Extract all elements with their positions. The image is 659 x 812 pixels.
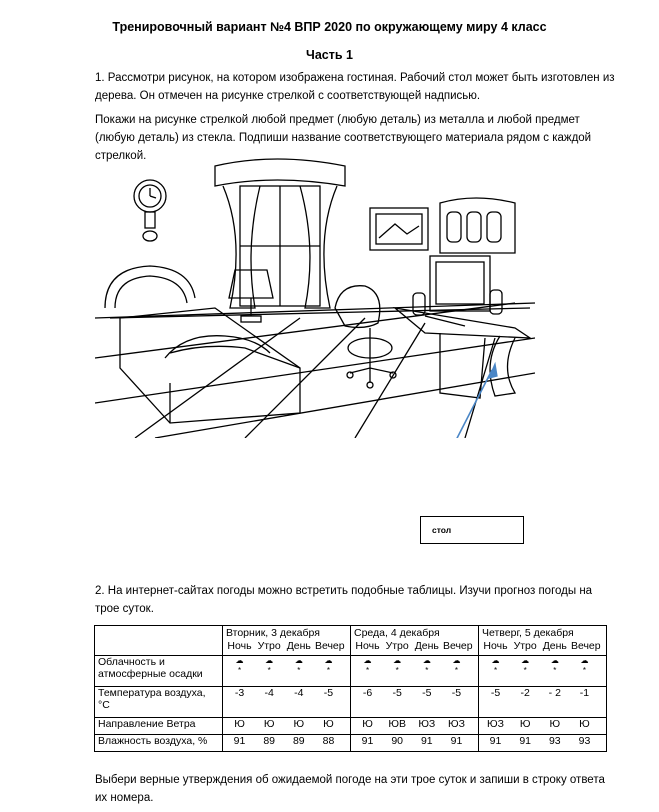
value: -6 (362, 687, 373, 699)
value: -5 (490, 687, 501, 699)
value: 91 (519, 735, 531, 747)
cloud-snow-icon: ☁ * (235, 656, 244, 675)
time-label: День (414, 640, 439, 652)
day-name: Вторник, 3 декабря (226, 627, 320, 639)
time-labels (482, 640, 601, 652)
value: ЮЗ (418, 718, 436, 730)
wind-cell (223, 718, 351, 735)
cloud-snow-icon: ☁ * (422, 656, 431, 675)
humidity-cell (479, 735, 607, 752)
humidity-cell (223, 735, 351, 752)
cloud-snow-icon: ☁ * (265, 656, 274, 675)
chair (335, 286, 396, 388)
task1-instruction: Покажи на рисунке стрелкой любой предмет (любую деталь) из металла и любой предмет (любую деталь) из стекла. Подпиши название соответствующего материала рядом с каждой стрелкой. (95, 114, 592, 162)
clouds-cell (223, 656, 351, 687)
wall-picture (370, 208, 428, 250)
value: 89 (292, 735, 305, 747)
time-label: Ночь (227, 640, 252, 652)
page-title: Тренировочный вариант №4 ВПР 2020 по окружающему миру 4 класс (112, 20, 547, 34)
arrow-to-desk (413, 370, 492, 438)
time-label: Вечер (442, 640, 473, 652)
table-row (95, 656, 607, 687)
value: -4 (264, 687, 274, 699)
time-label: Утро (513, 640, 537, 652)
time-label: Утро (257, 640, 281, 652)
time-label: Вечер (570, 640, 601, 652)
task2-text: 2. На интернет-сайтах погоды можно встретить подобные таблицы. Изучи прогноз погоды на трое суток. (95, 585, 593, 615)
table-cell-empty (95, 626, 223, 656)
weather-table (94, 625, 607, 752)
time-labels (354, 640, 473, 652)
wall-cabinet (440, 198, 515, 253)
value: 89 (263, 735, 275, 747)
clouds-cell (351, 656, 479, 687)
pendulum-clock (134, 180, 166, 241)
value: Ю (362, 718, 373, 730)
cloud-snow-icon: ☁ * (363, 656, 372, 675)
value: ЮВ (388, 718, 406, 730)
floor-tiles (95, 303, 535, 438)
wind-cell (351, 718, 479, 735)
value: 93 (578, 735, 591, 747)
value: 93 (548, 735, 561, 747)
cloud-snow-icon: ☁ * (294, 656, 303, 675)
value: -4 (294, 687, 304, 699)
cloud-snow-icon: ☁ * (521, 656, 530, 675)
value: -5 (451, 687, 462, 699)
value: ЮЗ (447, 718, 465, 730)
day-header (351, 626, 479, 656)
part-heading: Часть 1 (306, 48, 353, 62)
value: - 2 (548, 687, 561, 699)
time-label: Ночь (355, 640, 380, 652)
day-header (479, 626, 607, 656)
row-label-wind: Направление Ветра (95, 718, 223, 735)
desk-label: стол (432, 525, 452, 535)
table-row (95, 718, 607, 735)
time-labels (226, 640, 345, 652)
cloud-snow-icon: ☁ * (580, 656, 589, 675)
wind-cell (479, 718, 607, 735)
table-row (95, 626, 607, 656)
row-label-temp: Температура воздуха, °С (95, 687, 223, 718)
time-label: День (542, 640, 567, 652)
value: Ю (323, 718, 334, 730)
temp-cell (223, 687, 351, 718)
value: ЮЗ (487, 718, 504, 730)
day-name: Среда, 4 декабря (354, 627, 440, 639)
value: -1 (579, 687, 590, 699)
value: -2 (520, 687, 530, 699)
temp-cell (479, 687, 607, 718)
value: 91 (420, 735, 433, 747)
desk-label-box[interactable] (420, 516, 524, 544)
table-row (95, 687, 607, 718)
row-label-humidity: Влажность воздуха, % (95, 735, 223, 752)
task1-text: 1. Рассмотри рисунок, на котором изображена гостиная. Рабочий стол может быть изготовлен из дерева. Он отмечен на рисунке стрелкой с соответствующей надписью. (95, 72, 615, 102)
time-label: Утро (385, 640, 409, 652)
row-label-clouds: Облачность и атмосферные осадки (95, 656, 223, 687)
cloud-snow-icon: ☁ * (452, 656, 461, 675)
humidity-cell (351, 735, 479, 752)
clouds-cell (479, 656, 607, 687)
value: -5 (422, 687, 432, 699)
time-label: Вечер (314, 640, 345, 652)
value: Ю (293, 718, 305, 730)
time-label: День (286, 640, 311, 652)
value: 91 (361, 735, 374, 747)
value: Ю (579, 718, 590, 730)
cloud-snow-icon: ☁ * (324, 656, 333, 675)
table-row (95, 735, 607, 752)
value: Ю (263, 718, 275, 730)
value: -5 (323, 687, 334, 699)
value: Ю (549, 718, 561, 730)
day-name: Четверг, 5 декабря (482, 627, 574, 639)
cloud-snow-icon: ☁ * (491, 656, 500, 675)
value: Ю (519, 718, 531, 730)
living-room-drawing (95, 158, 535, 438)
value: 91 (233, 735, 246, 747)
value: 91 (450, 735, 463, 747)
window-curtains (215, 159, 345, 308)
value: 88 (322, 735, 335, 747)
value: -5 (392, 687, 402, 699)
time-label: Ночь (483, 640, 508, 652)
value: -3 (234, 687, 245, 699)
day-header (223, 626, 351, 656)
value: 91 (489, 735, 502, 747)
value: Ю (234, 718, 245, 730)
value: 90 (391, 735, 403, 747)
cloud-snow-icon: ☁ * (393, 656, 402, 675)
cloud-snow-icon: ☁ * (550, 656, 559, 675)
temp-cell (351, 687, 479, 718)
task2-question: Выбери верные утверждения об ожидаемой погоде на эти трое суток и запиши в строку ответа их номера. (95, 774, 605, 804)
